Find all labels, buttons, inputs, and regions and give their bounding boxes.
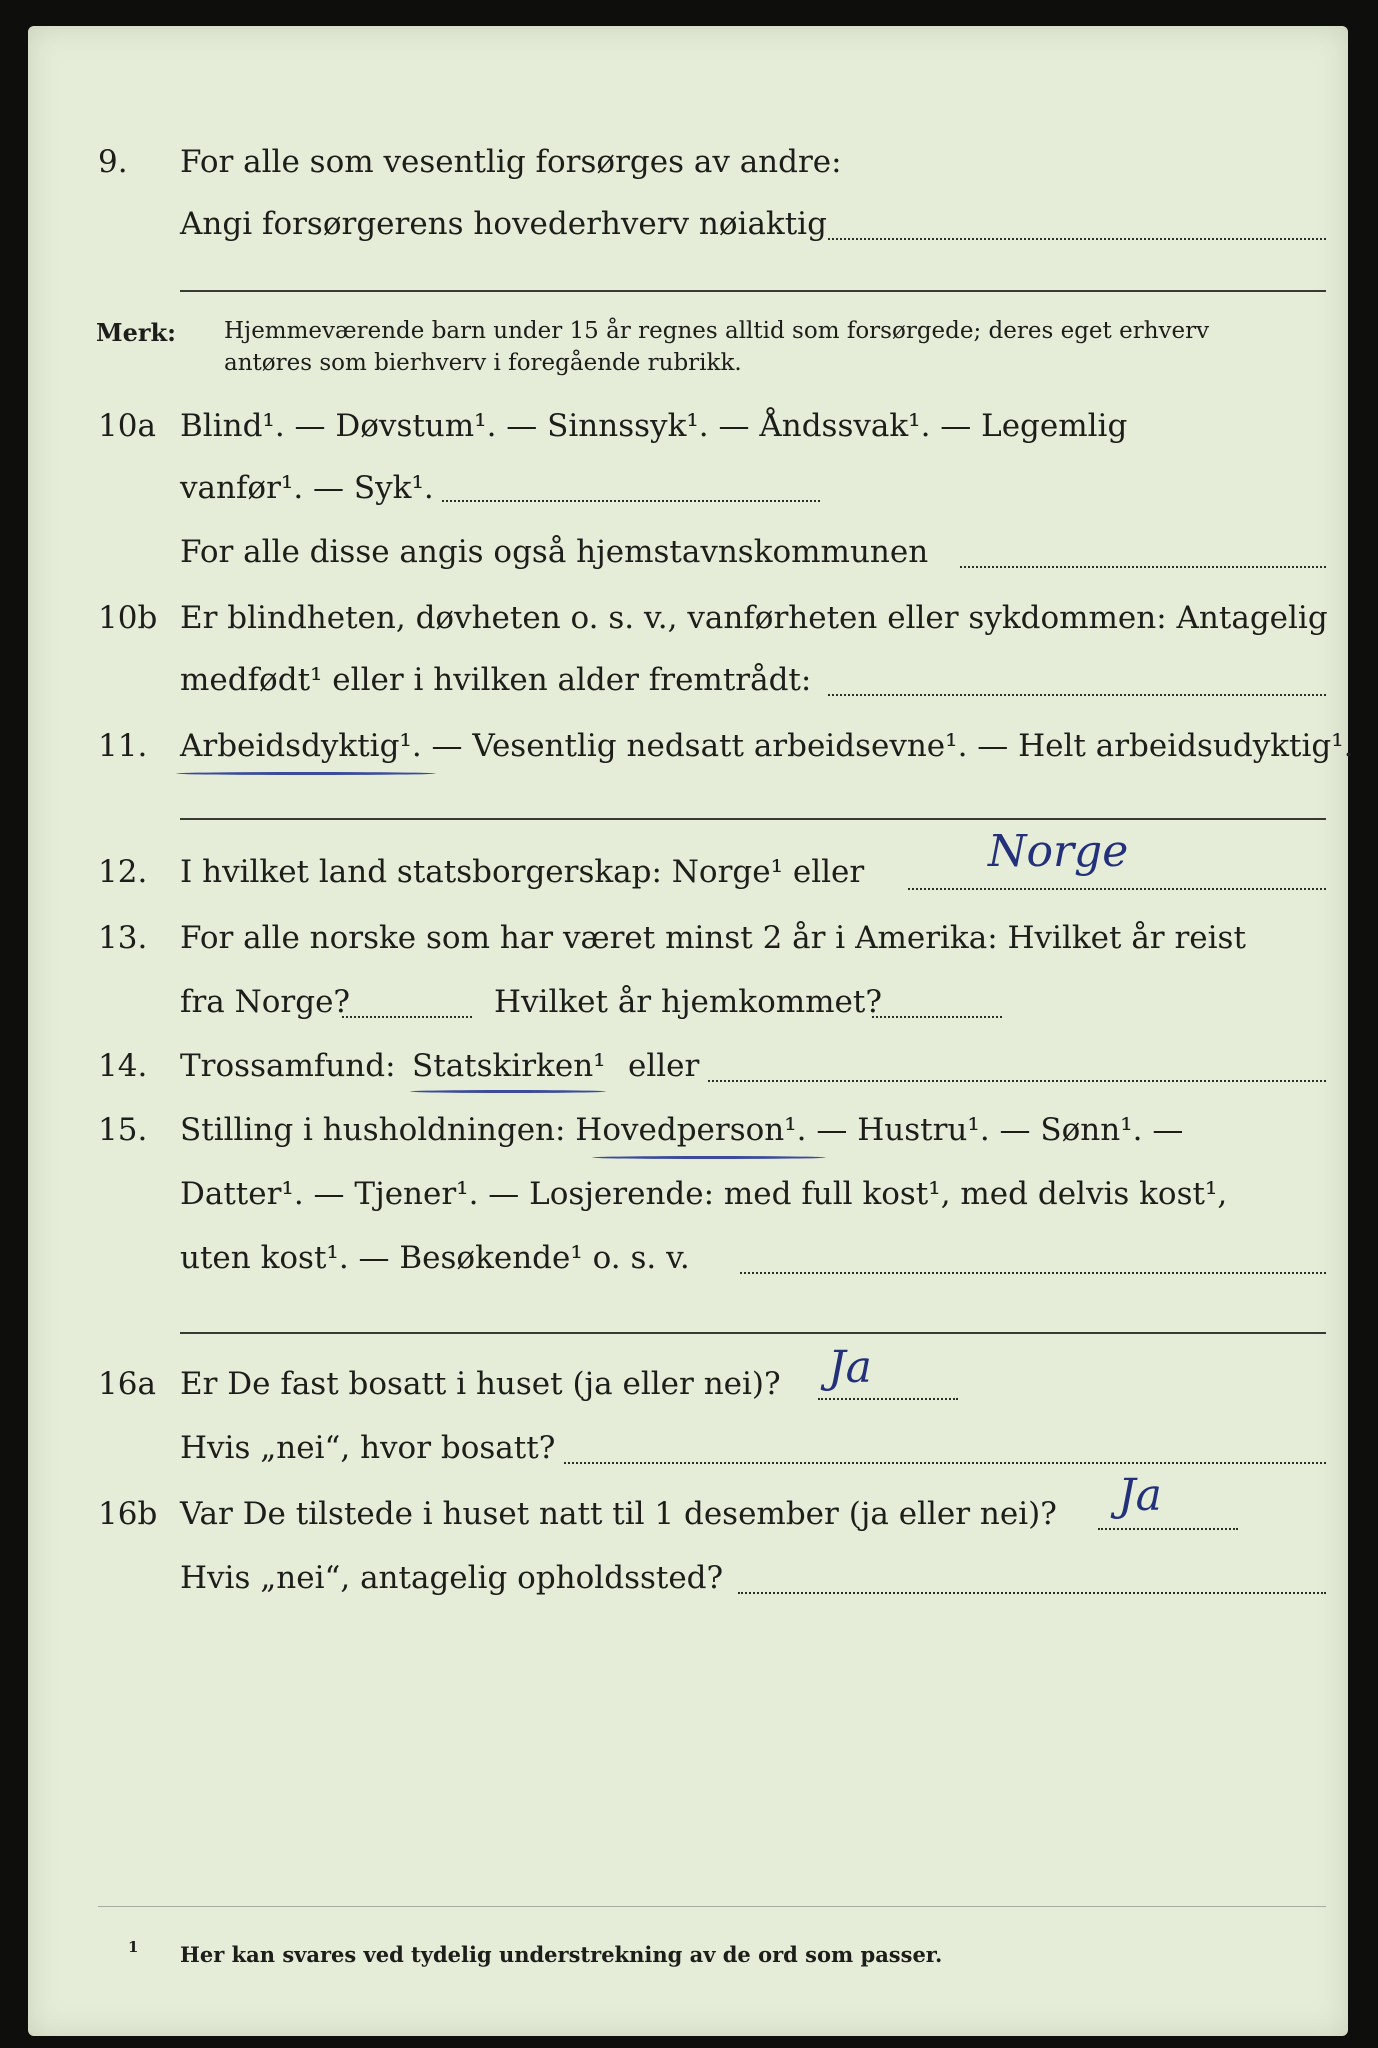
question-text: Angi forsørgerens hovederhverv nøiaktig	[180, 206, 827, 242]
question-text: Datter¹. — Tjener¹. — Losjerende: med full kost¹, med delvis kost¹,	[180, 1176, 1228, 1212]
question-number: 11.	[98, 728, 148, 764]
handwritten-underline-statskirken	[410, 1090, 606, 1093]
question-text: For alle som vesentlig forsørges av andre:	[180, 144, 842, 180]
question-text: For alle norske som har været minst 2 år i Amerika: Hvilket år reist	[180, 920, 1246, 956]
question-number: 13.	[98, 920, 148, 956]
handwritten-underline-hovedperson	[592, 1156, 826, 1159]
answer-rule-15[interactable]	[180, 1332, 1326, 1334]
answer-line-16b[interactable]	[1098, 1528, 1238, 1530]
question-number: 16b	[98, 1496, 158, 1532]
question-text: Hvis „nei“, hvor bosatt?	[180, 1430, 556, 1466]
question-text: Hvis „nei“, antagelig opholdssted?	[180, 1560, 724, 1596]
question-text: Er De fast bosatt i huset (ja eller nei)?	[180, 1366, 781, 1402]
question-text: medfødt¹ eller i hvilken alder fremtrådt:	[180, 662, 812, 698]
question-text: vanfør¹. — Syk¹.	[180, 470, 434, 506]
answer-line-10a[interactable]	[442, 500, 820, 502]
question-text: For alle disse angis også hjemstavnskommunen	[180, 534, 929, 570]
note-label: Merk:	[96, 318, 176, 347]
question-text: Arbeidsdyktig¹. — Vesentlig nedsatt arbeidsevne¹. — Helt arbeidsudyktig¹.	[180, 728, 1354, 764]
question-text: Hvilket år hjemkommet?	[494, 984, 882, 1020]
handwritten-answer-16a: Ja	[828, 1342, 872, 1393]
handwritten-answer-12: Norge	[988, 826, 1129, 877]
question-option: Statskirken¹	[412, 1048, 606, 1084]
handwritten-answer-16b: Ja	[1118, 1470, 1162, 1521]
question-text: eller	[628, 1048, 700, 1084]
answer-line-9[interactable]	[828, 238, 1326, 240]
question-number: 12.	[98, 854, 148, 890]
question-number: 14.	[98, 1048, 148, 1084]
question-text: fra Norge?	[180, 984, 351, 1020]
footnote-mark: 1	[128, 1938, 139, 1956]
note-text: antøres som bierhverv i foregående rubrikk.	[224, 350, 742, 376]
answer-line-10a-kommune[interactable]	[960, 566, 1326, 568]
answer-rule-11[interactable]	[180, 818, 1326, 820]
question-number: 15.	[98, 1112, 148, 1148]
question-text: Var De tilstede i huset natt til 1 desember (ja eller nei)?	[180, 1496, 1057, 1532]
answer-line-10b[interactable]	[828, 694, 1326, 696]
answer-line-15[interactable]	[740, 1272, 1326, 1274]
answer-line-13-hjemkommet[interactable]	[872, 1016, 1002, 1018]
answer-line-16a-bosatt[interactable]	[564, 1462, 1326, 1464]
answer-line-14[interactable]	[708, 1080, 1326, 1082]
footnote-text: Her kan svares ved tydelig understrekning av de ord som passer.	[180, 1942, 943, 1967]
footnote-divider	[98, 1906, 1326, 1907]
question-number: 16a	[98, 1366, 156, 1402]
answer-line-16b-opholdssted[interactable]	[738, 1592, 1326, 1594]
question-label: Trossamfund:	[180, 1048, 396, 1084]
note-text: Hjemmeværende barn under 15 år regnes alltid som forsørgede; deres eget erhverv	[224, 318, 1210, 344]
answer-line-13-reist[interactable]	[342, 1016, 472, 1018]
question-text: I hvilket land statsborgerskap: Norge¹ eller	[180, 854, 865, 890]
question-text: uten kost¹. — Besøkende¹ o. s. v.	[180, 1240, 690, 1276]
question-number: 10b	[98, 600, 158, 636]
question-text: Blind¹. — Døvstum¹. — Sinnssyk¹. — Åndssvak¹. — Legemlig	[180, 408, 1128, 444]
question-number: 10a	[98, 408, 156, 444]
answer-line-16a[interactable]	[818, 1398, 958, 1400]
answer-line-12[interactable]	[908, 888, 1326, 890]
question-text: Er blindheten, døvheten o. s. v., vanførheten eller sykdommen: Antagelig	[180, 600, 1328, 636]
census-form-page	[28, 26, 1354, 2036]
answer-rule-9[interactable]	[180, 290, 1326, 292]
question-number: 9.	[98, 144, 128, 180]
question-text: Stilling i husholdningen: Hovedperson¹. — Hustru¹. — Sønn¹. —	[180, 1112, 1184, 1148]
handwritten-underline-arbeidsdyktig	[176, 772, 436, 775]
